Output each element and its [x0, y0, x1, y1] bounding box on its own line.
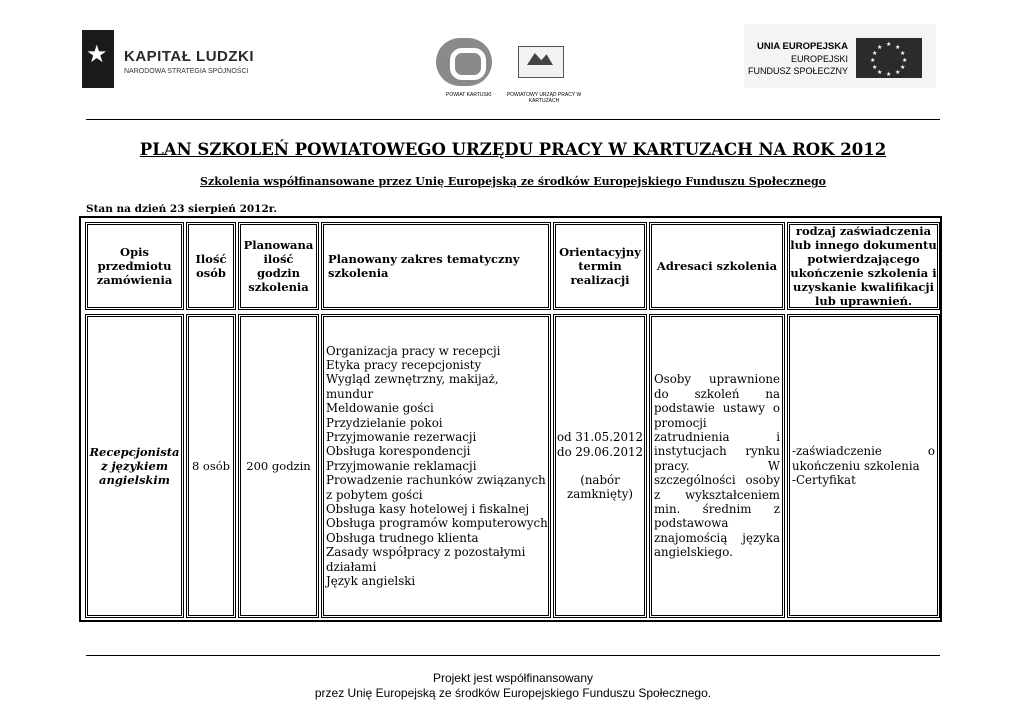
header-opis-text: Opis przedmiotu zamówienia — [96, 245, 173, 287]
eu-line2: EUROPEJSKI — [790, 54, 848, 64]
footer-line2: przez Unię Europejską ze środków Europejskiego Funduszu Społecznego. — [314, 686, 712, 700]
header-zaswiadczenie-text: rodzaj zaświadczenia lub innego dokumentu potwierdzającego ukończenie szkolenia i uzyskanie kwalifikacji lub uprawnień. — [790, 224, 937, 308]
zakres-item: Etyka pracy recepcjonisty — [326, 357, 482, 372]
zakres-item: Meldowanie gości — [326, 401, 434, 416]
row-zaswiadczenie — [787, 314, 940, 618]
footer-line1: Projekt jest współfinansowany — [432, 671, 594, 685]
document-title: PLAN SZKOLEŃ POWIATOWEGO URZĘDU PRACY W KARTUZACH NA ROK 2012 — [139, 140, 887, 159]
zaswiadczenie-item: -Certyfikat — [792, 473, 856, 488]
header-godziny — [238, 222, 319, 310]
row-ilosc — [186, 314, 236, 618]
zakres-item: Przydzielanie pokoi — [326, 415, 443, 430]
zakres-item: Obsługa korespondencji — [326, 444, 471, 459]
kapital-ludzki-title: KAPITAŁ LUDZKI — [124, 48, 255, 65]
header-adresaci-text: Adresaci szkolenia — [656, 259, 778, 273]
termin-do: do 29.06.2012 — [557, 444, 643, 459]
row-opis — [85, 314, 184, 618]
zakres-item: Wygląd zewnętrzny, makijaż, mundur — [326, 372, 499, 401]
header-logos — [0, 0, 1024, 118]
row-adresaci-text: Osoby uprawnione do szkoleń na podstawie ustawy o promocji zatrudnienia i instytucjach rynku pracy. W szczególności osoby z wykształceniem min. średnim z podstawowa znajomością języka angielskiego. — [654, 372, 780, 560]
termin-spacer — [556, 459, 644, 473]
header-divider — [86, 119, 940, 120]
header-zaswiadczenie — [787, 222, 940, 310]
document-subtitle: Szkolenia współfinansowane przez Unię Europejską ze środków Europejskiego Funduszu Społecznego — [200, 175, 826, 188]
header-zakres — [321, 222, 551, 310]
training-plan-table — [79, 216, 942, 622]
header-ilosc-text: Ilość osób — [195, 252, 227, 280]
header-adresaci — [649, 222, 785, 310]
header-ilosc — [186, 222, 236, 310]
eu-text — [748, 40, 848, 77]
header-termin-text: Orientacyjny termin realizacji — [559, 245, 641, 287]
eu-flag-icon: ★ ★ ★ ★ ★ ★ ★ ★ ★ ★ ★ ★ — [856, 38, 922, 78]
zakres-item: Przyjmowanie rezerwacji — [326, 429, 477, 444]
row-ilosc-text: 8 osób — [191, 459, 231, 473]
header-godziny-text: Planowana ilość godzin szkolenia — [243, 238, 314, 294]
zaswiadczenie-item: -zaświadczenie o ukończeniu szkolenia — [792, 444, 935, 473]
zakres-list — [326, 344, 548, 589]
footer-divider — [86, 655, 940, 656]
zaswiadczenie-list — [792, 444, 935, 487]
powiat-kartuski-logo — [436, 38, 492, 86]
powiat-caption: POWIAT KARTUSKI — [446, 92, 492, 98]
kapital-ludzki-logo — [82, 30, 262, 90]
zakres-item: Organizacja pracy w recepcji — [326, 343, 501, 358]
row-godziny — [238, 314, 319, 618]
row-termin — [553, 314, 647, 618]
termin-uwaga: (nabór zamknięty) — [567, 473, 633, 502]
zakres-item: Prowadzenie rachunków związanych z pobytem gości — [326, 473, 546, 502]
kapital-ludzki-subtitle: NARODOWA STRATEGIA SPÓJNOŚCI — [124, 68, 249, 75]
local-logos — [432, 38, 582, 110]
row-zakres — [321, 314, 551, 618]
zakres-item: Obsługa programów komputerowych — [326, 516, 548, 531]
row-opis-text: Recepcjonista z językiem angielskim — [89, 445, 180, 487]
header-termin — [553, 222, 647, 310]
eu-line3: FUNDUSZ SPOŁECZNY — [747, 66, 848, 76]
eu-line1: UNIA EUROPEJSKA — [757, 41, 848, 52]
zakres-item: Język angielski — [326, 574, 416, 589]
termin-block — [556, 430, 644, 502]
zakres-item: Obsługa trudnego klienta — [326, 530, 479, 545]
zakres-item: Przyjmowanie reklamacji — [326, 458, 477, 473]
star-icon — [82, 30, 114, 88]
zakres-item: Obsługa kasy hotelowej i fiskalnej — [326, 502, 530, 517]
status-date: Stan na dzień 23 sierpień 2012r. — [86, 203, 278, 215]
header-zakres-text: Planowany zakres tematyczny szkolenia — [328, 252, 520, 280]
header-opis — [85, 222, 184, 310]
urzad-pracy-logo — [518, 46, 564, 78]
row-adresaci — [649, 314, 785, 618]
urzad-caption: POWIATOWY URZĄD PRACY W KARTUZACH — [506, 92, 582, 104]
zakres-item: Zasady współpracy z pozostałymi działami — [326, 545, 526, 574]
eu-logo — [744, 24, 936, 88]
termin-od: od 31.05.2012 — [557, 430, 643, 445]
row-godziny-text: 200 godzin — [246, 459, 311, 473]
